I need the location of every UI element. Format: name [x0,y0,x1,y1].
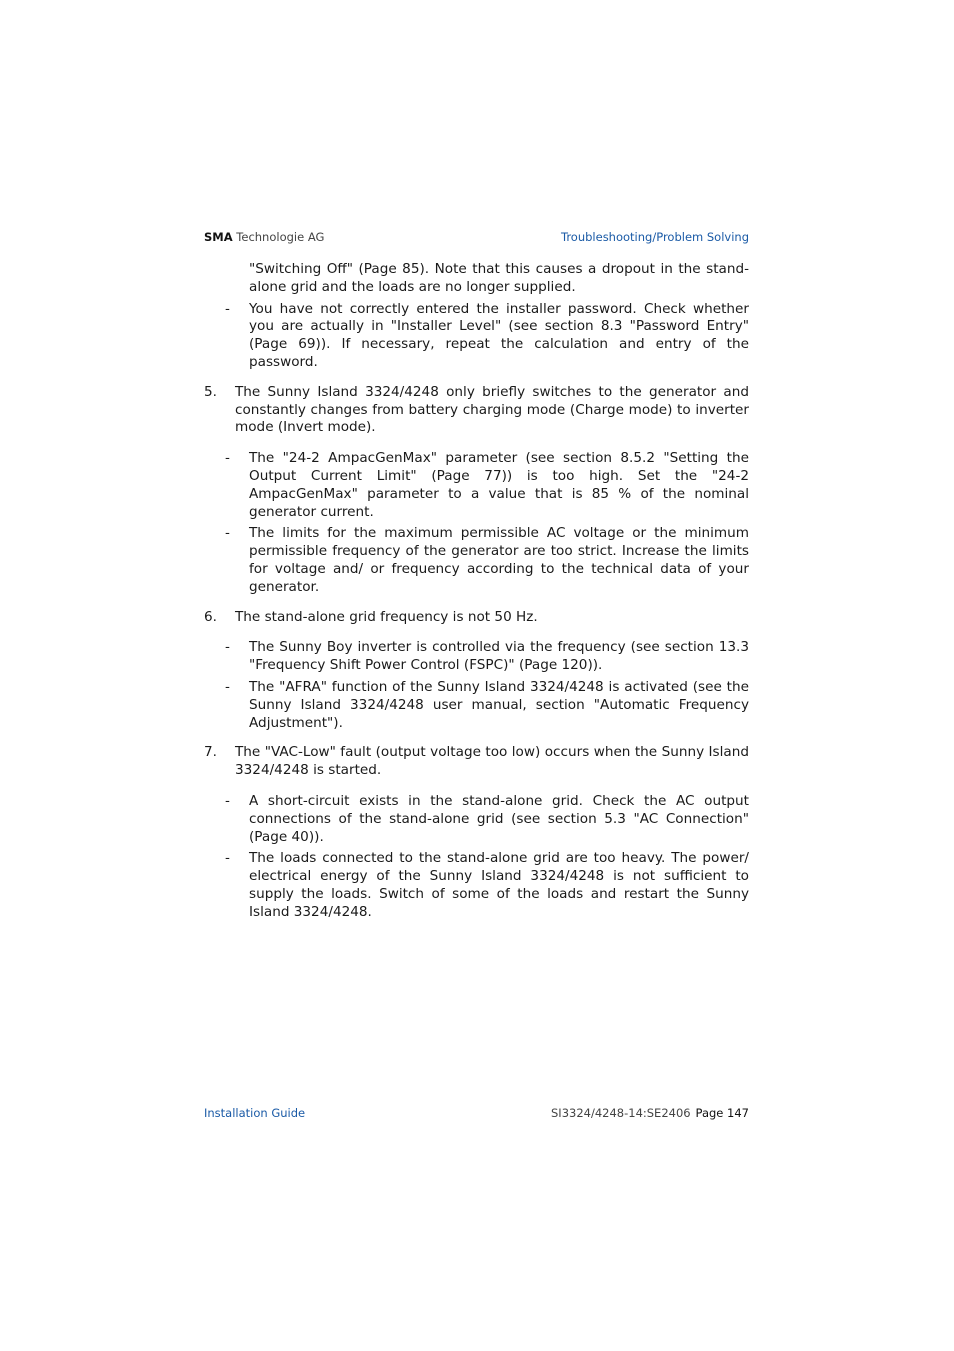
header-section-title: Troubleshooting/Problem Solving [560,230,749,244]
continued-paragraph: "Switching Off" (Page 85). Note that this causes a dropout in the stand-alone grid and the loads are no longer supplied. [249,261,749,295]
list-item [204,450,749,521]
item-number: 6. [204,608,217,625]
list-item-text: The loads connected to the stand-alone grid are too heavy. The power/ electrical energy of the Sunny Island 3324/4248 is not sufficient to supply the loads. Switch of some of the loads and restart the Sunny Island 3324/4248. [249,850,749,920]
page-number: Page 147 [695,1106,749,1120]
list-item [204,301,749,372]
dash-marker: - [225,525,230,542]
item-text: The Sunny Island 3324/4248 only briefly switches to the generator and constantly changes from battery charging mode (Charge mode) to inverter mode (Invert mode). [235,383,749,436]
dash-marker: - [225,850,230,867]
numbered-item-7 [204,744,749,780]
company-name: Technologie AG [236,230,325,244]
dash-marker: - [225,639,230,656]
item-text: The stand-alone grid frequency is not 50 Hz. [235,608,538,625]
item-number: 5. [204,383,217,400]
list-item [204,639,749,675]
list-item-text: A short-circuit exists in the stand-alone grid. Check the AC output connections of the stand-alone grid (see section 5.3 "AC Connection" (Page 40)). [249,792,749,845]
list-item [204,525,749,596]
list-item-text: The Sunny Boy inverter is controlled via the frequency (see section 13.3 "Frequency Shift Power Control (FSPC)" (Page 120)). [249,639,749,674]
item-number: 7. [204,744,217,761]
list-item [204,850,749,921]
footer-guide-title: Installation Guide [204,1106,306,1120]
dash-marker: - [225,450,230,467]
dash-marker: - [225,300,230,317]
numbered-item-5 [204,384,749,437]
list-item-text: You have not correctly entered the installer password. Check whether you are actually in "Installer Level" (see section 8.3 "Password Entry" (Page 69)). If necessary, repeat the calculation and entry of the password. [249,300,749,370]
list-item-text: The "24-2 AmpacGenMax" parameter (see section 8.5.2 "Setting the Output Current Limit" (Page 77)) is too high. Set the "24-2 AmpacGenMax" parameter to a value that is 85 % of the nominal generator current. [249,450,749,520]
list-item [204,793,749,846]
dash-marker: - [225,792,230,809]
list-item-text: The limits for the maximum permissible AC voltage or the minimum permissible frequency of the generator are too strict. Increase the limits for voltage and/ or frequency according to the technical data of your generator. [249,525,749,595]
header-company [204,230,324,244]
dash-marker: - [225,678,230,695]
list-item [204,679,749,732]
numbered-item-6 [204,609,749,627]
item-text: The "VAC-Low" fault (output voltage too low) occurs when the Sunny Island 3324/4248 is started. [235,744,749,779]
brand-name: SMA [204,230,233,244]
list-item-text: The "AFRA" function of the Sunny Island 3324/4248 is activated (see the Sunny Island 3324/4248 user manual, section "Automatic Frequency Adjustment"). [249,678,749,731]
page-content [204,261,749,922]
footer-document-id: SI3324/4248-14:SE2406 [551,1106,691,1120]
